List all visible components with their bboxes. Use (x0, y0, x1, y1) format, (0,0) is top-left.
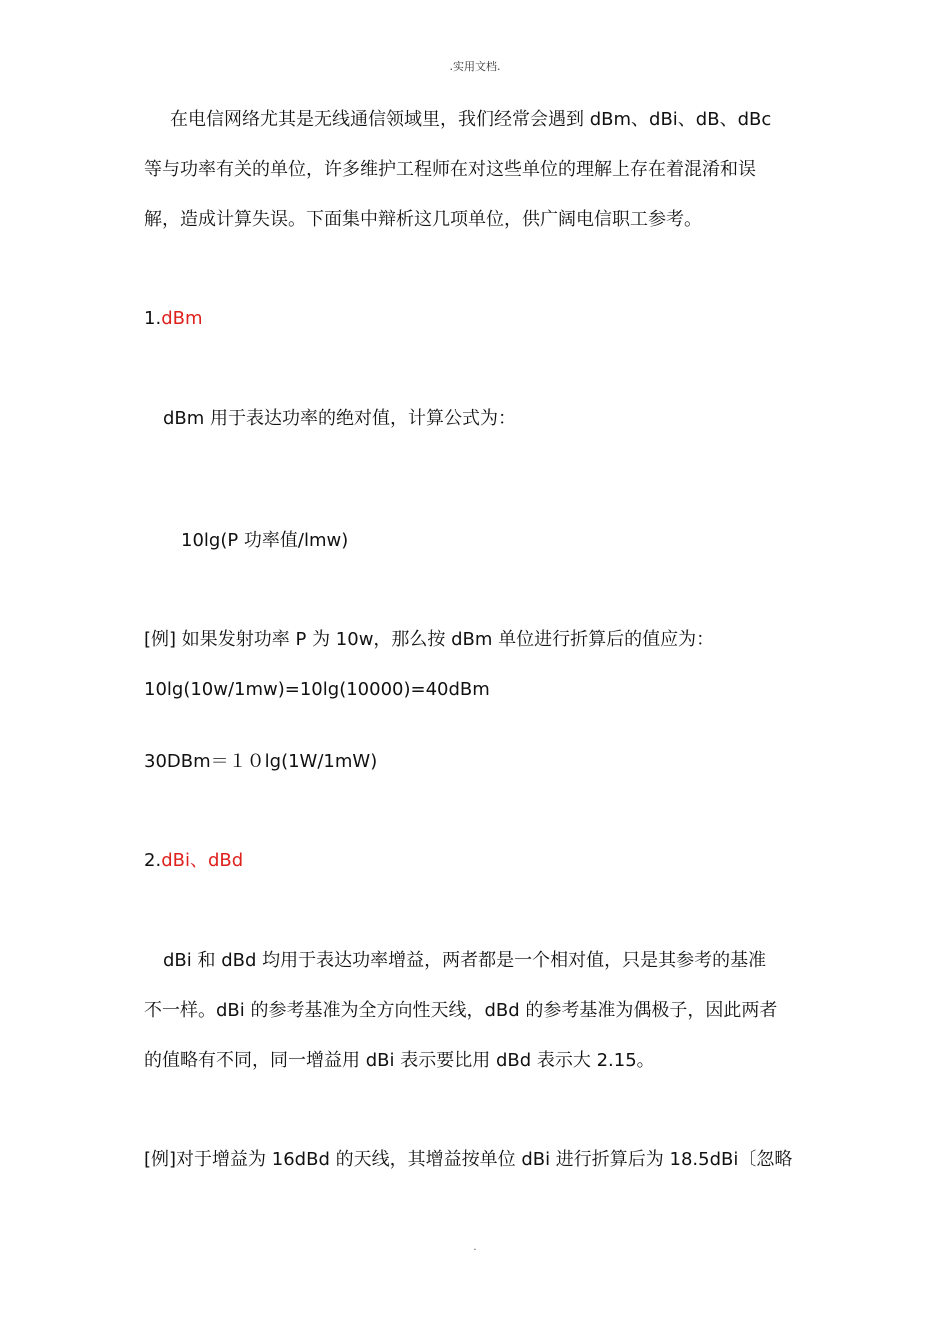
section-1-description: dBm 用于表达功率的绝对值，计算公式为： (163, 408, 517, 429)
section-2-desc-line-2: 不一样。dBi 的参考基准为全方向性天线，dBd 的参考基准为偶极子，因此两者 (144, 1000, 778, 1021)
section-2-desc-line-3: 的值略有不同，同一增益用 dBi 表示要比用 dBd 表示大 2.15。 (144, 1050, 655, 1071)
section-1-heading (144, 307, 203, 331)
section-1-title: dBm (161, 308, 203, 329)
section-2-heading (144, 849, 243, 873)
section-2-desc-line-1: dBi 和 dBd 均用于表达功率增益，两者都是一个相对值，只是其参考的基准 (163, 950, 767, 971)
section-2-example: [例]对于增益为 16dBd 的天线，其增益按单位 dBi 进行折算后为 18.5dBi〔忽略 (144, 1149, 793, 1170)
intro-line-3: 解，造成计算失误。下面集中辩析这几项单位，供广阔电信职工参考。 (144, 209, 702, 230)
section-1-calc-1: 10lg(10w/1mw)=10lg(10000)=40dBm (144, 679, 490, 700)
section-1-formula: 10lg(P 功率值/lmw) (181, 530, 349, 551)
section-1-number: 1. (144, 308, 162, 329)
section-1-calc-2: 30DBm＝１０lg(1W/1mW) (144, 751, 378, 772)
page-footer: . (473, 1242, 477, 1253)
intro-line-2: 等与功率有关的单位，许多维护工程师在对这些单位的理解上存在着混淆和误 (144, 159, 756, 180)
section-2-number: 2. (144, 850, 162, 871)
section-2-title: dBi、dBd (161, 850, 244, 871)
section-1-example: [例] 如果发射功率 P 为 10w，那么按 dBm 单位进行折算后的值应为： (144, 629, 715, 650)
intro-line-1: 在电信网络尤其是无线通信领域里，我们经常会遇到 dBm、dBi、dB、dBc (170, 109, 772, 130)
page-header: .实用文档. (449, 60, 501, 73)
